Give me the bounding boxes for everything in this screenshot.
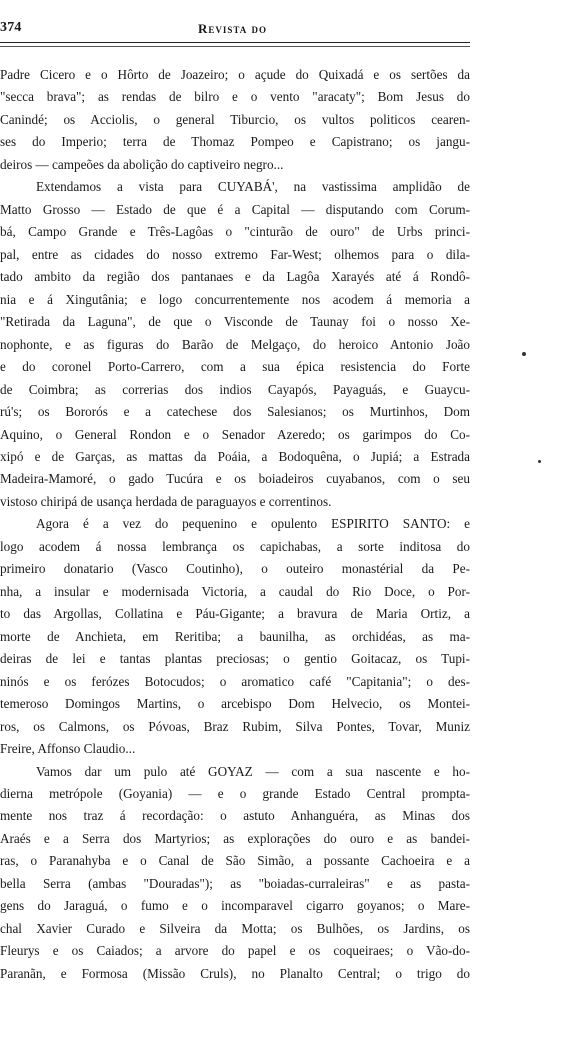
- text-line: rú's; os Bororós e a catechese dos Salesianos; os Murtinhos, Dom: [0, 404, 470, 420]
- page-header: [0, 20, 468, 40]
- text-line: Fleurys e os Caiados; a arvore do papel e os coqueiraes; o Vão-do-: [0, 943, 470, 959]
- text-line: chal Xavier Curado e Silveira da Motta; os Bulhões, os Jardins, os: [0, 920, 470, 936]
- text-line: "Retirada da Laguna", de que o Visconde de Taunay foi o nosso Xe-: [0, 314, 470, 330]
- text-line: "secca brava"; as rendas de bilro e o vento "aracaty"; Bom Jesus do: [0, 89, 470, 105]
- text-line: Extendamos a vista para CUYABÁ', na vastissima amplidão de: [36, 179, 470, 195]
- text-line: tado ambito da região dos pantanaes e da Lagôa Xarayés até á Rondô-: [0, 269, 470, 285]
- text-line: ninós e os ferózes Botocudos; o aromatico café "Capitania"; o des-: [0, 673, 470, 689]
- text-line: Canindé; os Acciolis, o general Tiburcio, os vultos politicos cearen-: [0, 111, 470, 127]
- text-line: mente nos traz á recordação: o astuto Anhanguéra, as Minas dos: [0, 808, 470, 824]
- text-line: Araés e a Serra dos Martyrios; as explorações do ouro e as bandei-: [0, 830, 470, 846]
- text-line: nophonte, e as figuras do Barão de Melgaço, do heroico Antonio João: [0, 336, 470, 352]
- text-line: gens do Jaraguá, o fumo e o incomparavel cigarro goyanos; o Mare-: [0, 898, 470, 914]
- text-line: Vamos dar um pulo até GOYAZ — com a sua nascente e ho-: [36, 763, 470, 779]
- text-line: Freire, Affonso Claudio...: [0, 741, 136, 757]
- print-speck: [522, 352, 526, 356]
- running-title: Revista do: [198, 21, 267, 36]
- text-line: primeiro donatario (Vasco Coutinho), o outeiro monastérial da Pe-: [0, 561, 470, 577]
- text-line: xipó e de Garças, as mattas da Poáia, a Bodoquêna, o Jupiá; a Estrada: [0, 448, 470, 464]
- text-line: pal, entre as cidades do nosso extremo Far-West; olhemos para o dila-: [0, 246, 470, 262]
- text-line: bá, Campo Grande e Três-Lagôas o "cinturão de ouro" de Urbs princi-: [0, 224, 470, 240]
- text-line: to das Argollas, Collatina e Páu-Gigante; a bravura de Maria Ortiz, a: [0, 606, 470, 622]
- text-line: nha, a insular e modernisada Victoria, a caudal do Rio Doce, o Por-: [0, 583, 470, 599]
- print-speck: [538, 460, 541, 463]
- text-line: temeroso Domingos Martins, o arcebispo Dom Helvecio, os Montei-: [0, 696, 470, 712]
- text-line: Aquino, o General Rondon e o Senador Azeredo; os garimpos do Co-: [0, 426, 470, 442]
- text-line: ras, o Paranahyba e o Canal de São Simão, a possante Cachoeira e a: [0, 853, 470, 869]
- text-line: morte de Anchieta, em Reritiba; a baunilha, as orchidéas, as ma-: [0, 628, 470, 644]
- text-line: Padre Cicero e o Hôrto de Joazeiro; o açude do Quixadá e os sertões da: [0, 67, 470, 82]
- text-line: ros, os Calmons, os Póvoas, Braz Rubim, Silva Pontes, Tovar, Muniz: [0, 718, 470, 734]
- text-line: de Coimbra; as correrias dos indios Cayapós, Payaguás, e Guaycu-: [0, 381, 470, 397]
- text-line: Madeira-Mamoré, o gado Tucúra e os boiadeiros cuyabanos, com o seu: [0, 471, 470, 487]
- text-line: vistoso chiripá de usança herdada de paraguayos e correntinos.: [0, 493, 332, 509]
- text-line: Paranãn, e Formosa (Missão Cruls), no Planalto Central; o trigo do: [0, 965, 470, 981]
- text-line: e do coronel Porto-Carrero, com a sua épica resistencia do Forte: [0, 359, 470, 375]
- text-line: nia e á Xingutânia; e logo concurrentemente nos acodem á memoria a: [0, 291, 470, 307]
- header-rule: [0, 42, 470, 43]
- text-line: logo acodem á nossa lembrança os capichabas, a sorte inditosa do: [0, 538, 470, 554]
- text-line: Agora é a vez do pequenino e opulento ESPIRITO SANTO: e: [36, 516, 470, 532]
- header-rule-thin: [0, 46, 470, 47]
- text-line: deiras de lei e tantas plantas preciosas; o gentio Goitacaz, os Tupi-: [0, 651, 470, 667]
- text-line: dierna metrópole (Goyania) — e o grande Estado Central prompta-: [0, 786, 470, 801]
- page-number: 374: [0, 20, 22, 35]
- text-line: deiros — campeões da abolição do captiveiro negro...: [0, 156, 284, 172]
- text-line: bella Serra (ambas "Douradas"); as "boiadas-curraleiras" e as pasta-: [0, 875, 470, 891]
- text-line: Matto Grosso — Estado de que é a Capital — disputando com Corum-: [0, 201, 470, 217]
- text-line: ses do Imperio; terra de Thomaz Pompeo e Capistrano; os jangu-: [0, 134, 470, 150]
- body-text: [0, 64, 470, 985]
